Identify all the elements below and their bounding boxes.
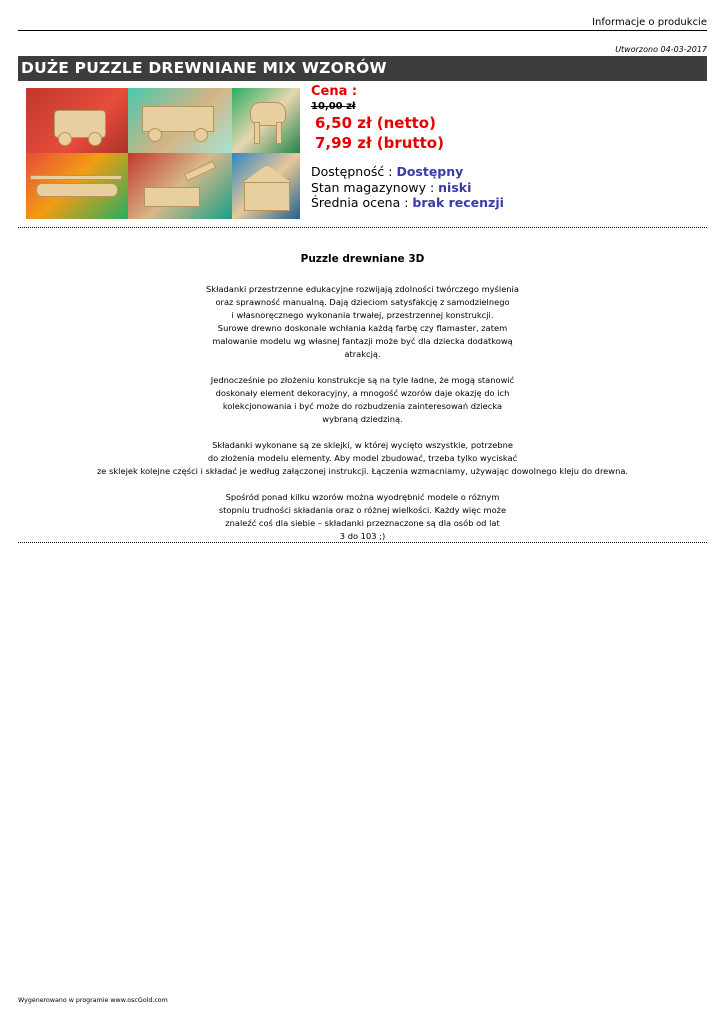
image-tile-horse [232, 88, 300, 153]
header-divider [18, 30, 707, 31]
section-divider-top [18, 227, 707, 228]
rating-label: Średnia ocena : [311, 195, 413, 210]
product-title: DUŻE PUZZLE DREWNIANE MIX WZORÓW [18, 56, 707, 81]
old-price: 10,00 zł [311, 101, 356, 112]
section-divider-bottom [18, 542, 707, 543]
stock-row [311, 180, 504, 196]
image-tile-excavator [128, 153, 232, 219]
image-tile-truck [128, 88, 232, 153]
price-block [311, 84, 444, 153]
gross-price: 7,99 zł (brutto) [315, 134, 444, 152]
description-body [18, 283, 707, 556]
footer-credit: Wygenerowano w programie www.oscGold.com [18, 997, 168, 1004]
availability-value: Dostępny [396, 164, 464, 179]
image-tile-helicopter [26, 153, 128, 219]
rating-row [311, 195, 504, 211]
product-image[interactable] [26, 88, 300, 219]
availability-row [311, 164, 504, 180]
header-label: Informacje o produkcie [592, 17, 707, 28]
description-title: Puzzle drewniane 3D [300, 253, 425, 265]
description-paragraph-3: Składanki wykonane są ze sklejki, w której wycięto wszystkie, potrzebne do złożenia modelu elementy. Aby model zbudować, trzeba tylko wyciskać ze sklejek kolejne części i składać je według załączonej instrukcji. Łączenia wzmacniamy, używając dowolnego kleju do drewna. [96, 440, 629, 476]
net-price: 6,50 zł (netto) [315, 114, 436, 132]
stock-label: Stan magazynowy : [311, 179, 439, 195]
description-paragraph-2: Jednocześnie po złożeniu konstrukcje są na tyle ładne, że mogą stanowić doskonały element dekoracyjny, a mnogość wzorów daje okazję do ich kolekcjonowania i być może do rozbudzenia zainteresowań dziecka wybraną dziedziną. [210, 375, 515, 424]
image-tile-house [232, 153, 300, 219]
price-label: Cena : [311, 84, 358, 99]
description-paragraph-4: Spośród ponad kilku wzorów można wyodrębnić modele o różnym stopniu trudności składania oraz o różnej wielkości. Każdy więc może znaleźć coś dla siebie – składanki przeznaczone są dla osób od lat 3 do 103 ;) [218, 492, 507, 541]
image-tile-jeep [26, 88, 128, 153]
description-paragraph-1: Składanki przestrzenne edukacyjne rozwijają zdolności twórczego myślenia oraz sprawność manualną. Dają dzieciom satysfakcję z samodzielnego i własnoręcznego wykonania trwałej, przestrzennej konstrukcji. Surowe drewno doskonale wchłania każdą farbę czy flamaster, zatem malowanie modelu wg własnej fantazji może być dla dziecka dodatkową atrakcją. [206, 284, 519, 359]
stock-value: niski [438, 179, 472, 195]
availability-label: Dostępność : [311, 164, 397, 179]
product-info [311, 164, 504, 211]
created-date: Utworzono 04-03-2017 [615, 45, 707, 54]
rating-value[interactable]: brak recenzji [412, 195, 504, 210]
